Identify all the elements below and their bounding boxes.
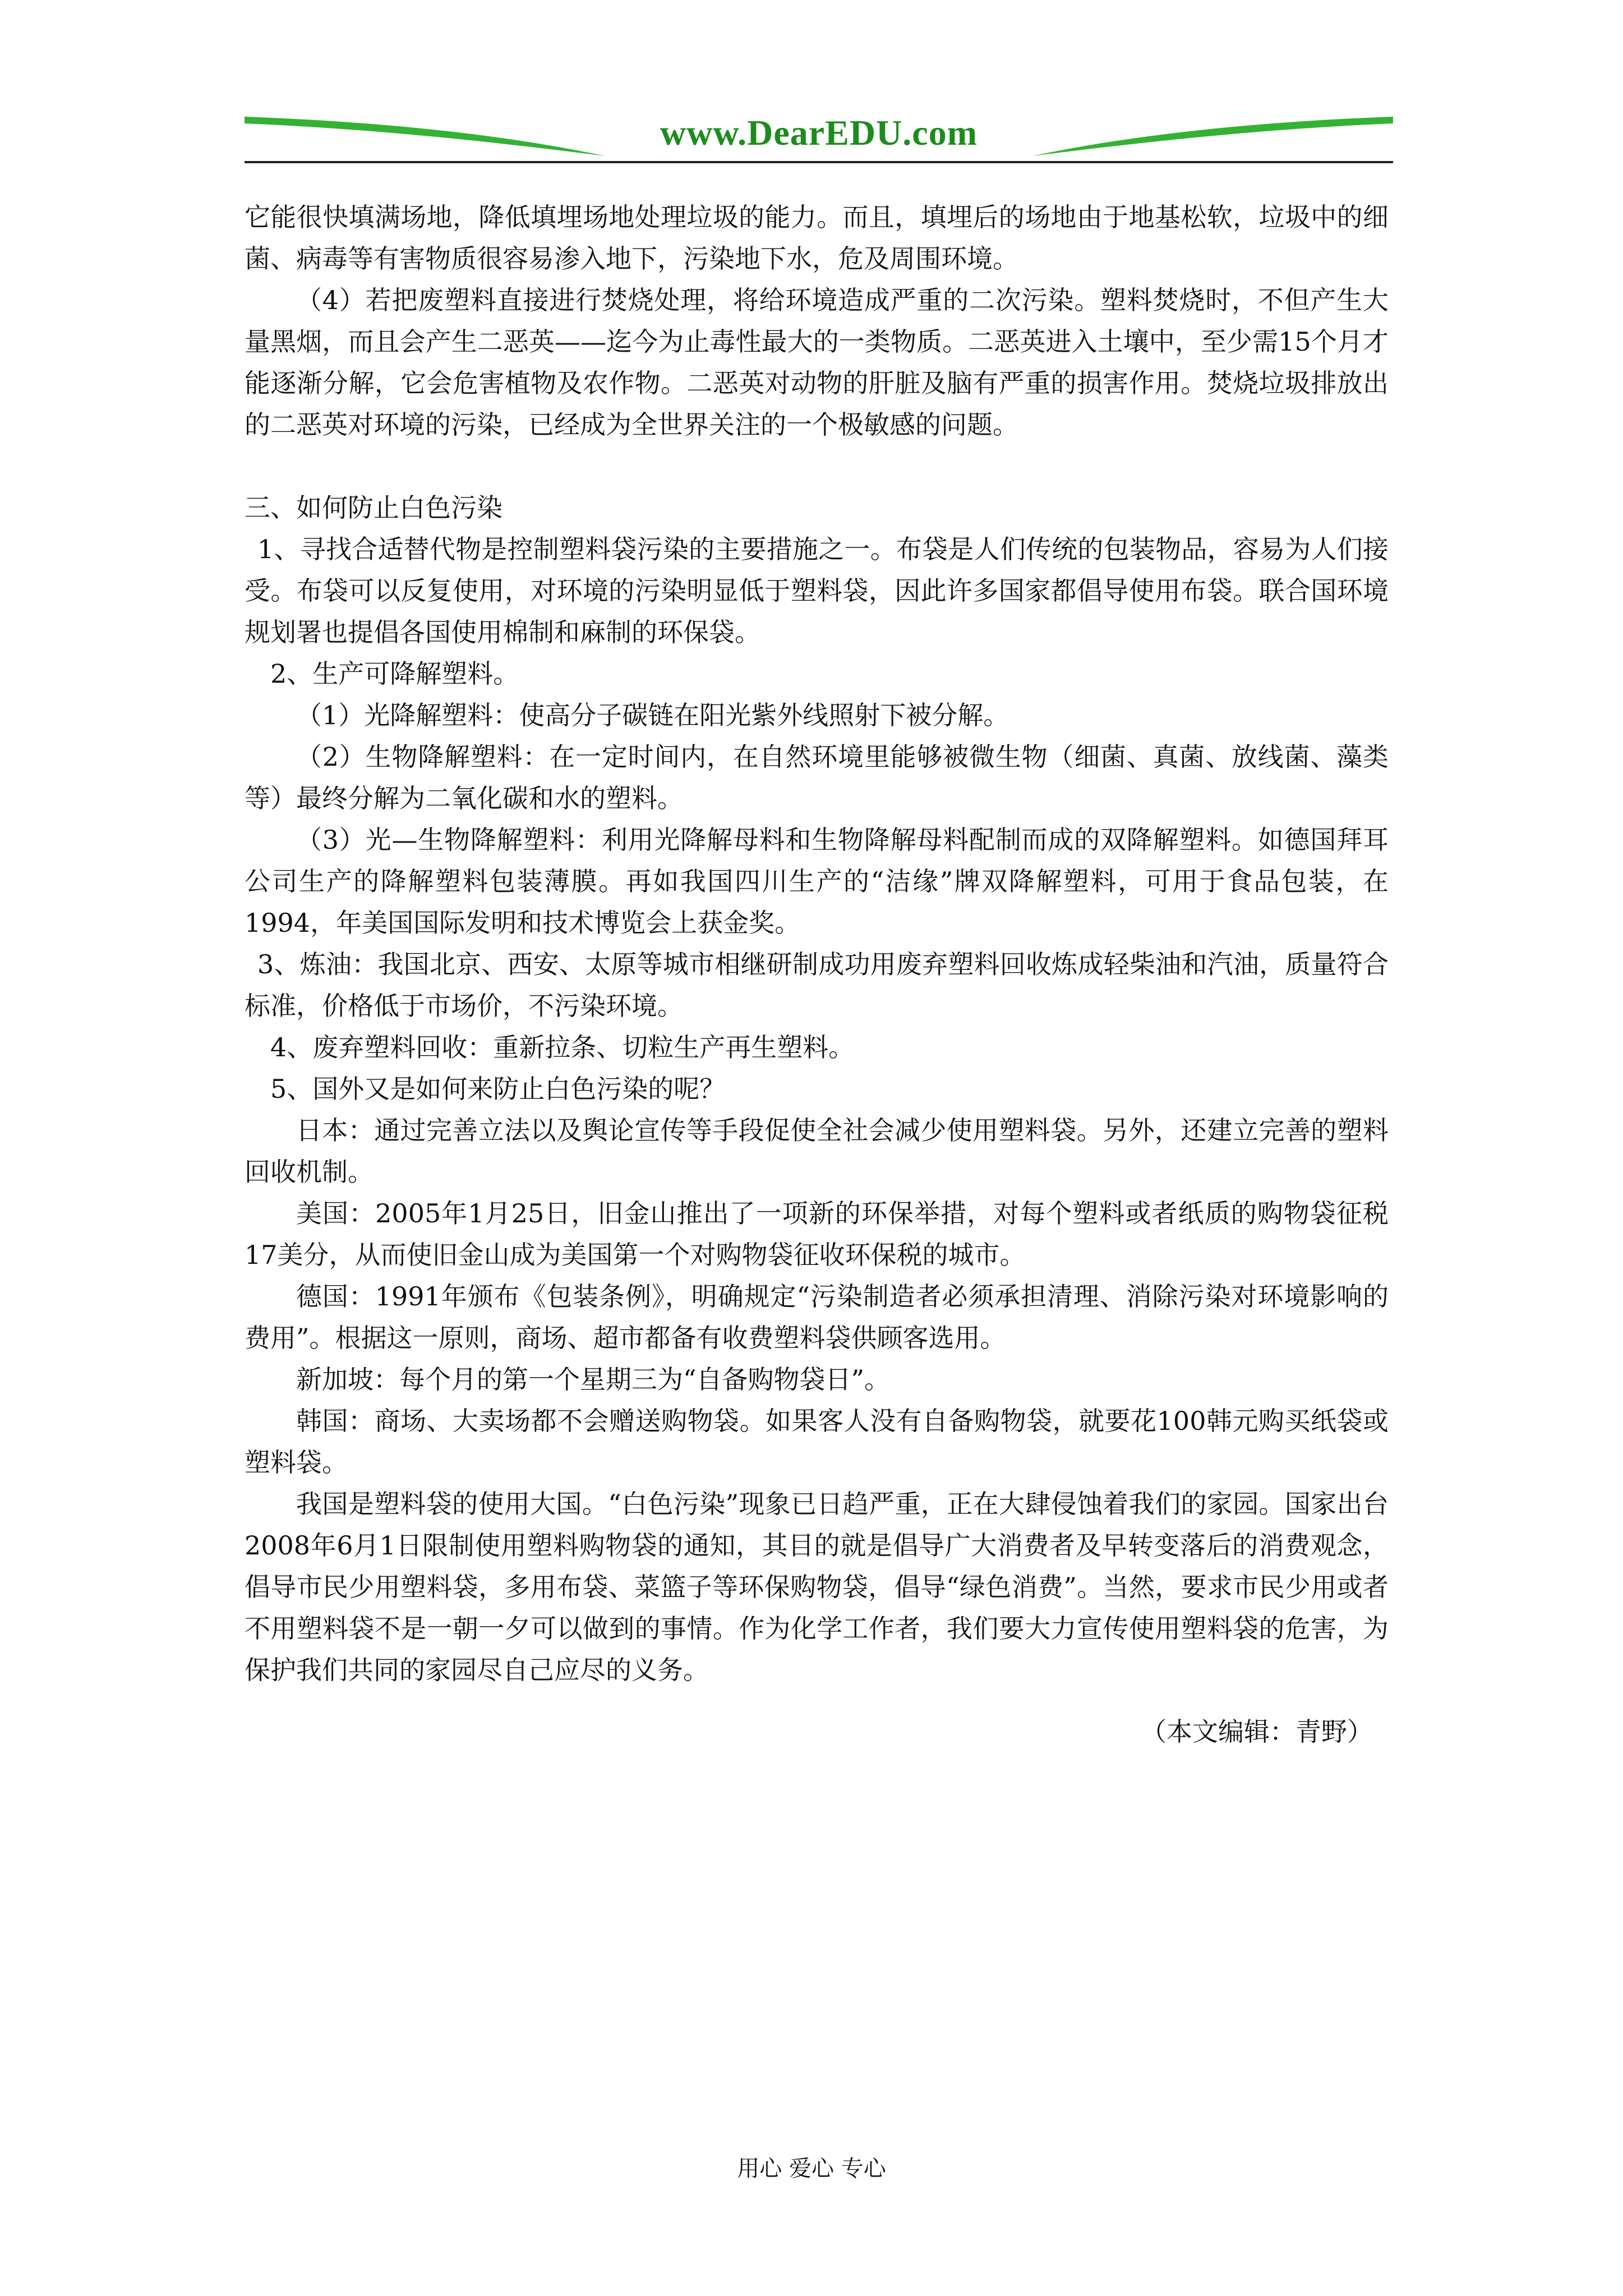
item-substitutes: 1、寻找合适替代物是控制塑料袋污染的主要措施之一。布袋是人们传统的包装物品，容易为人们接受。布袋可以反复使用，对环境的污染明显低于塑料袋，因此许多国家都倡导使用布袋。联合国环境规划署也提倡各国使用棉制和麻制的环保袋。 bbox=[245, 534, 1389, 647]
country-singapore: 新加坡：每个月的第一个星期三为“自备购物袋日”。 bbox=[296, 1364, 891, 1395]
subitem-photodegradable: （1）光降解塑料：使高分子碳链在阳光紫外线照射下被分解。 bbox=[296, 700, 1009, 730]
country-korea: 韩国：商场、大卖场都不会赠送购物袋。如果客人没有自备购物袋，就要花100韩元购买纸袋或塑料袋。 bbox=[245, 1406, 1389, 1478]
country-germany: 德国：1991年颁布《包装条例》，明确规定“污染制造者必须承担清理、消除污染对环境影响的费用”。根据这一原则，商场、超市都备有收费塑料袋供顾客选用。 bbox=[245, 1281, 1389, 1353]
section-heading-prevention: 三、如何防止白色污染 bbox=[245, 493, 502, 523]
section-spacer bbox=[245, 445, 1389, 487]
editor-signature: （本文编辑：青野） bbox=[1141, 1717, 1373, 1747]
page-footer: 用心 爱心 专心 bbox=[737, 2156, 886, 2182]
item-foreign-measures: 5、国外又是如何来防止白色污染的呢？ bbox=[270, 1074, 726, 1104]
subitem-biodegradable: （2）生物降解塑料：在一定时间内，在自然环境里能够被微生物（细菌、真菌、放线菌、藻类等）最终分解为二氧化碳和水的塑料。 bbox=[245, 742, 1389, 813]
country-usa: 美国：2005年1月25日，旧金山推出了一项新的环保举措，对每个塑料或者纸质的购物袋征税17美分，从而使旧金山成为美国第一个对购物袋征收环保税的城市。 bbox=[245, 1198, 1389, 1270]
page-header bbox=[245, 107, 1393, 168]
site-logo-text[interactable]: www.DearEDU.com bbox=[660, 113, 978, 153]
subitem-photo-biodegradable: （3）光—生物降解塑料：利用光降解母料和生物降解母料配制而成的双降解塑料。如德国拜耳公司生产的降解塑料包装薄膜。再如我国四川生产的“洁缘”牌双降解塑料，可用于食品包装，在1994，年美国国际发明和技术博览会上获金奖。 bbox=[245, 825, 1389, 938]
paragraph-landfill-continuation: 它能很快填满场地，降低填埋场地处理垃圾的能力。而且，填埋后的场地由于地基松软，垃圾中的细菌、病毒等有害物质很容易渗入地下，污染地下水，危及周围环境。 bbox=[245, 202, 1389, 274]
item-recycling: 4、废弃塑料回收：重新拉条、切粒生产再生塑料。 bbox=[270, 1032, 855, 1062]
country-japan: 日本：通过完善立法以及舆论宣传等手段促使全社会减少使用塑料袋。另外，还建立完善的塑料回收机制。 bbox=[245, 1115, 1389, 1187]
paragraph-conclusion: 我国是塑料袋的使用大国。“白色污染”现象已日趋严重，正在大肆侵蚀着我们的家园。国家出台2008年6月1日限制使用塑料购物袋的通知，其目的就是倡导广大消费者及早转变落后的消费观念，倡导市民少用塑料袋，多用布袋、菜篮子等环保购物袋，倡导“绿色消费”。当然，要求市民少用或者不用塑料袋不是一朝一夕可以做到的事情。作为化学工作者，我们要大力宣传使用塑料袋的危害，为保护我们共同的家园尽自己应尽的义务。 bbox=[245, 1489, 1389, 1685]
paragraph-incineration: （4）若把废塑料直接进行焚烧处理，将给环境造成严重的二次污染。塑料焚烧时，不但产生大量黑烟，而且会产生二恶英——迄今为止毒性最大的一类物质。二恶英进入土壤中，至少需15个月才能逐渐分解，它会危害植物及农作物。二恶英对动物的肝脏及脑有严重的损害作用。焚烧垃圾排放出的二恶英对环境的污染，已经成为全世界关注的一个极敏感的问题。 bbox=[245, 285, 1389, 440]
header-divider bbox=[245, 161, 1393, 163]
item-oil-refining: 3、炼油：我国北京、西安、太原等城市相继研制成功用废弃塑料回收炼成轻柴油和汽油，质量符合标准，价格低于市场价，不污染环境。 bbox=[245, 949, 1389, 1021]
item-degradable-plastics: 2、生产可降解塑料。 bbox=[270, 659, 519, 689]
article-body bbox=[245, 196, 1389, 1752]
